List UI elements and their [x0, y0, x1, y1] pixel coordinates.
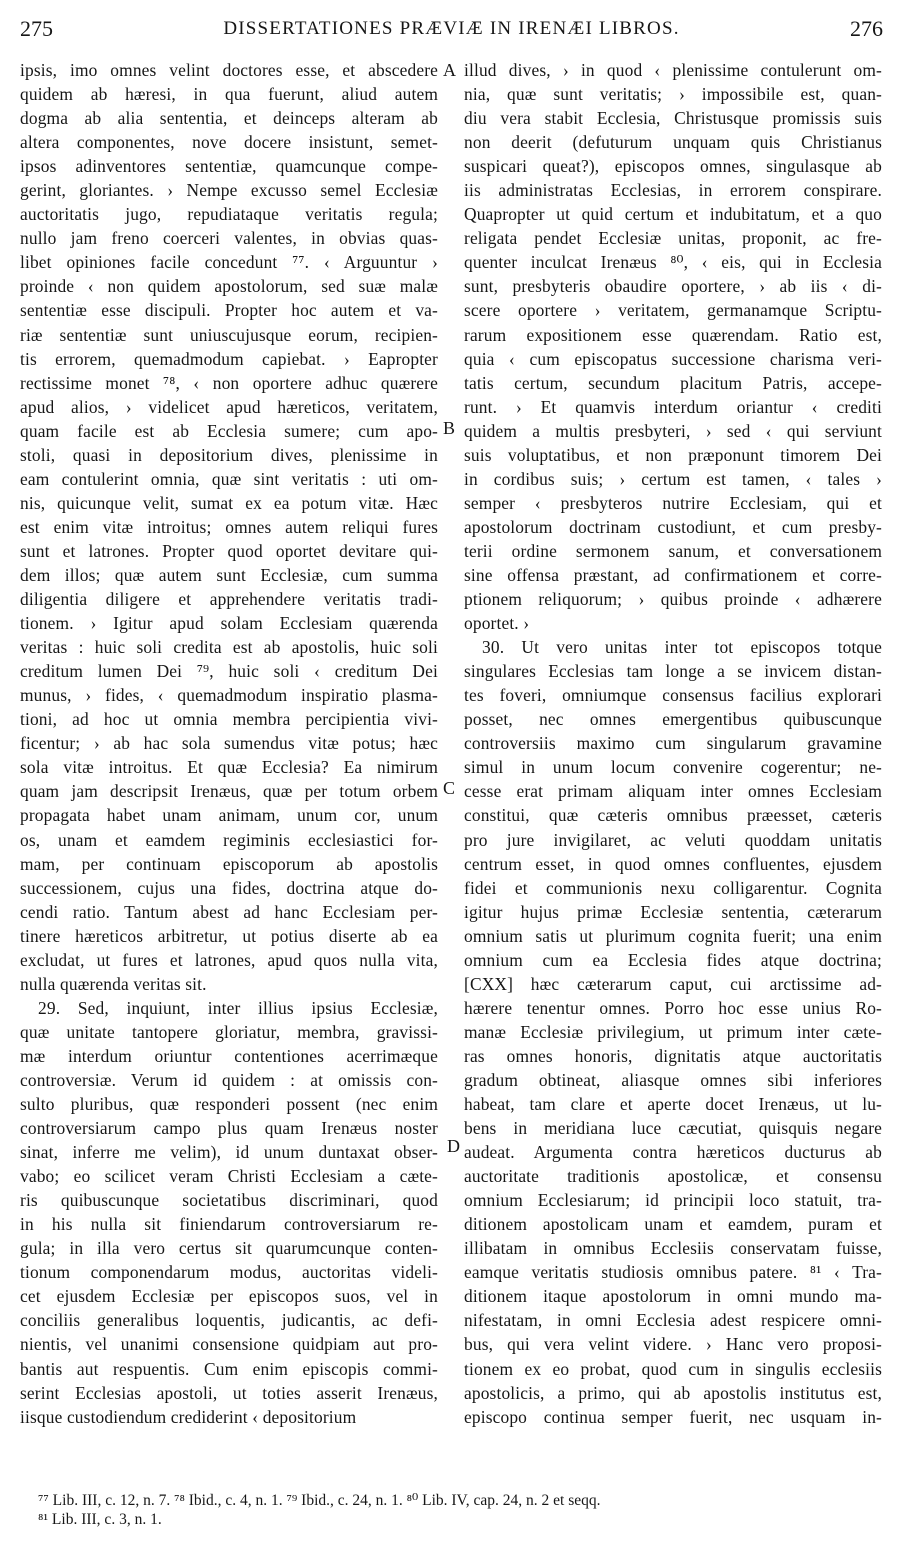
text-line: audeat. Argumenta contra hæreticos ducturus ab — [464, 1142, 882, 1163]
text-line: conciliis generalibus loquentis, judicantis, ac defi- — [20, 1310, 438, 1331]
text-line: suis voluptatibus, et non præponunt timorem Dei — [464, 444, 882, 465]
text-line: tioni, ad hoc ut omnia membra percipientia vivi- — [20, 709, 438, 730]
text-line: ditionem itaque apostolorum in omni mundo ma- — [464, 1286, 882, 1307]
text-line: ras omnes honoris, dignitatis atque auctoritatis — [464, 1045, 882, 1066]
text-line: nientis, vel unanimi consensione quidpiam aut pro- — [20, 1334, 438, 1355]
text-line: creditum lumen Dei ⁷⁹, huic soli ‹ creditum Dei — [20, 661, 438, 682]
text-line: omnium cum ea Ecclesia fides atque doctrina; — [464, 949, 882, 970]
text-line: controversiarum campo plus quam Irenæus noster — [20, 1118, 438, 1139]
text-line: nia, quæ sunt veritatis; › impossibile est, quan- — [464, 84, 882, 105]
text-line: sententiæ esse discipuli. Propter hoc autem et va- — [20, 300, 438, 321]
text-line: dogma ab alia sententia, et deinceps alteram ab — [20, 108, 438, 129]
text-line: hærere tenentur omnes. Porro hoc esse unius Ro- — [464, 997, 882, 1018]
text-line: est enim vitæ introitus; omnes autem reliqui fures — [20, 516, 438, 537]
text-line: iisque custodiendum crediderint ‹ depositorium — [20, 1406, 357, 1427]
text-line: successionem, cujus una fides, doctrina atque do- — [20, 877, 438, 898]
text-line: mæ interdum oriuntur contentiones acerrimæque — [20, 1045, 438, 1066]
text-line: nifestatam, in omni Ecclesia adest respicere omni- — [464, 1310, 882, 1331]
text-line: propagata habet unam animam, unum cor, unum — [20, 805, 438, 826]
text-line: auctoritate traditionis apostolicæ, et consensu — [464, 1166, 882, 1187]
text-line: veritas : huic soli credita est ab apostolis, huic soli — [20, 637, 438, 658]
text-line: bantis aut respuentis. Cum enim episcopis commi- — [20, 1358, 438, 1379]
running-title: DISSERTATIONES PRÆVIÆ IN IRENÆI LIBROS. — [223, 18, 680, 39]
text-line: ficentur; › ab hac sola sumendus vitæ potus; hæc — [20, 733, 438, 754]
text-line: dem illos; quæ autem sunt Ecclesiæ, cum summa — [20, 564, 438, 585]
text-line: controversiæ. Verum id quidem : at omissis con- — [20, 1069, 438, 1090]
text-line: ipsis, imo omnes velint doctores esse, et abscedere — [20, 60, 438, 80]
text-line: tatis certum, secundum placitum Patris, accepe- — [464, 372, 882, 393]
text-line: ptionem reliquorum; › quibus proinde ‹ adhærere — [464, 589, 882, 610]
text-line: tionum componendarum modus, auctoritas videli- — [20, 1262, 438, 1283]
text-line: posset, nec omnes emergentibus quibuscunque — [464, 709, 882, 730]
text-line: quam facile est ab Ecclesia sumere; cum apo- — [20, 420, 438, 441]
text-line: quenter inculcat Irenæus ⁸⁰, ‹ eis, qui in Ecclesia — [464, 252, 882, 273]
text-line: gula; in illa vero certus sit quarumcunque conten- — [20, 1238, 438, 1259]
margin-letter-c: C — [443, 778, 456, 798]
text-line: diligentia diligere et apprehendere veritatis tradi- — [20, 589, 438, 610]
text-line: diu vera stabit Ecclesia, Christusque promissis suis — [464, 108, 882, 129]
text-line: Quapropter ut quid certum et indubitatum, et a quo — [464, 204, 882, 225]
text-line: sinat, inferre me velim), id unum duntaxat obser- — [20, 1142, 438, 1163]
text-line: non deerit (defuturum unquam quis Christianus — [464, 132, 882, 153]
text-line: rectissime monet ⁷⁸, ‹ non oportere adhuc quærere — [20, 372, 438, 393]
page-number-right: 276 — [850, 16, 883, 41]
text-line: iis administratas Ecclesias, in errorem conspirare. — [464, 180, 882, 201]
text-line: in cordibus suis; › certum est tamen, ‹ tales › — [464, 468, 882, 489]
text-line: bus, qui vera velint videre. › Hanc vero proposi- — [464, 1334, 882, 1355]
text-line: quia ‹ cum episcopatus successione charisma veri- — [464, 348, 882, 369]
margin-letter-b: B — [443, 418, 456, 438]
text-line: manæ Ecclesiæ privilegium, ut primum inter cæte- — [464, 1021, 882, 1042]
text-line: quidem ab hæresi, in qua fuerunt, aliud autem — [20, 84, 438, 105]
text-line: apostolorum doctrinam custodiunt, et cum presby- — [464, 516, 882, 537]
text-line: munus, › fides, ‹ quemadmodum inspiratio plasma- — [20, 685, 438, 706]
text-line: in his nulla sit finiendarum controversiarum re- — [20, 1214, 438, 1235]
text-line: episcopo continua semper fuerit, nec usquam in- — [464, 1406, 882, 1427]
text-line: 29. Sed, inquiunt, inter illius ipsius Ecclesiæ, — [38, 997, 438, 1018]
text-line: simul in unum locum convenire cogerentur; ne- — [464, 757, 882, 778]
text-line: controversiis maximo cum singularum gravamine — [464, 733, 882, 754]
text-line: tionem. › Igitur apud solam Ecclesiam quærenda — [20, 613, 438, 634]
text-line: apostolicis, a primo, qui ab apostolis institutus est, — [464, 1382, 882, 1403]
text-line: cesse erat primam aliquam inter omnes Ecclesiam — [464, 781, 882, 802]
text-line: altera componentes, nove docere insistunt, semet- — [20, 132, 438, 153]
text-line: tionem ex eo probat, quod cum in singulis ecclesiis — [464, 1358, 882, 1379]
text-line: omnium satis ut plurimum cognita fuerit; una enim — [464, 925, 882, 946]
text-line: ditionem apostolicam unam et eamdem, puram et — [464, 1214, 882, 1235]
footnote-line: ⁷⁷ Lib. III, c. 12, n. 7. ⁷⁸ Ibid., c. 4, n. 1. ⁷⁹ Ibid., c. 24, n. 1. ⁸⁰ Lib. IV, cap. 24, n. 2 et seqq. — [38, 1492, 601, 1509]
text-line: religata pendet Ecclesiæ unitas, proponit, ac fre- — [464, 228, 882, 249]
text-line: tinere hæreticos arbitretur, ut potius diserte ab ea — [20, 925, 438, 946]
left-column — [20, 58, 438, 1429]
text-line: libet opiniones facile concedunt ⁷⁷. ‹ Arguuntur › — [20, 252, 438, 273]
text-line: quidem a multis presbyteri, › sed ‹ qui serviunt — [464, 420, 882, 441]
text-line: runt. › Et quamvis interdum oriantur ‹ crediti — [464, 396, 882, 417]
text-line: 30. Ut vero unitas inter tot episcopos totque — [482, 637, 882, 658]
text-line: excludat, ut fures et latrones, apud quos nulla vita, — [20, 949, 438, 970]
text-line: bens in meridiana luce cæcutiat, quisquis negare — [464, 1118, 882, 1139]
text-line: apud alios, › videlicet apud hæreticos, veritatem, — [20, 396, 438, 417]
running-header — [20, 14, 883, 46]
text-line: nulla quærenda veritas sit. — [20, 973, 207, 994]
text-line: serint Ecclesias apostoli, ut toties asserit Irenæus, — [20, 1382, 438, 1403]
text-line: igitur hujus primæ Ecclesiæ sententia, cæterarum — [464, 901, 882, 922]
text-line: tis errorem, quemadmodum capiebat. › Eapropter — [20, 348, 438, 369]
text-line: suspicari queat?), episcopos omnes, singulasque ab — [464, 156, 882, 177]
text-line: illibatam in omnibus Ecclesiis conservatam fuisse, — [464, 1238, 882, 1259]
text-line: singulares Ecclesias tam longe a se invicem distan- — [464, 661, 882, 682]
text-line: proinde ‹ non quidem apostolorum, sed suæ malæ — [20, 276, 438, 297]
text-line: ris quibuscunque societatibus discriminari, quod — [20, 1190, 438, 1211]
text-line: illud dives, › in quod ‹ plenissime contulerunt om- — [464, 60, 882, 80]
text-line: cendi ratio. Tantum abest ad hanc Ecclesiam per- — [20, 901, 438, 922]
margin-letter-d: D — [447, 1136, 460, 1156]
text-line: eamque veritatis studiosis omnibus patere. ⁸¹ ‹ Tra- — [464, 1262, 882, 1283]
text-line: gerint, gloriantes. › Nempe excusso semel Ecclesiæ — [20, 180, 438, 201]
text-line: constitui, quæ cæteris omnibus præesset, cæteris — [464, 805, 882, 826]
text-line: centrum esset, in quod omnes confluentes, ejusdem — [464, 853, 882, 874]
text-line: habeat, tam clare et aperte docet Irenæus, ut lu- — [464, 1094, 882, 1115]
text-line: [CXX] hæc cæterarum caput, cui arctissime ad- — [464, 973, 882, 994]
text-line: auctoritatis jugo, repudiataque veritatis regula; — [20, 204, 438, 225]
text-line: riæ sententiæ sunt uniuscujusque eorum, recipien- — [20, 324, 438, 345]
text-line: quæ unitate tantopere gloriatur, membra, gravissi- — [20, 1021, 438, 1042]
text-line: omnium Ecclesiarum; id principii loco statuit, tra- — [464, 1190, 882, 1211]
text-line: sine offensa præstant, ad confirmationem et corre- — [464, 564, 882, 585]
text-line: mam, per continuam episcoporum ab apostolis — [20, 853, 438, 874]
text-line: os, unam et eamdem regiminis ecclesiastici for- — [20, 829, 438, 850]
text-line: stoli, quasi in depositorium dives, plenissime in — [20, 444, 438, 465]
text-line: oportet. › — [464, 613, 530, 634]
text-line: sunt et latrones. Propter quod oportet devitare qui- — [20, 540, 438, 561]
margin-letter-a: A — [443, 60, 456, 80]
text-line: vabo; eo scilicet veram Christi Ecclesiam a cæte- — [20, 1166, 438, 1187]
text-line: quam jam descripsit Irenæus, quæ per totum orbem — [20, 781, 438, 802]
text-line: fidei et communionis nexu colligarentur. Cognita — [464, 877, 882, 898]
text-line: gradum obtineat, aliasque omnes sibi inferiores — [464, 1069, 882, 1090]
text-line: eam contulerint omnia, quæ sint veritatis : uti om- — [20, 468, 438, 489]
text-line: ipsos adinventores sententiæ, quamcunque compe- — [20, 156, 438, 177]
right-column — [464, 58, 882, 1429]
text-line: scere oportere › veritatem, germanamque Scriptu- — [464, 300, 882, 321]
text-line: rarum expositionem esse quærendam. Ratio est, — [464, 324, 882, 345]
footnote-line: ⁸¹ Lib. III, c. 3, n. 1. — [38, 1511, 162, 1528]
text-line: tes foveri, omniumque consensus facilius explorari — [464, 685, 882, 706]
page-number-left: 275 — [20, 16, 53, 41]
text-line: nis, quicunque velit, sumat ex ea potum vitæ. Hæc — [20, 492, 438, 513]
text-line: sunt, presbyteris obaudire oportere, › ab iis ‹ di- — [464, 276, 882, 297]
text-line: terii ordine sermonem sanum, et conversationem — [464, 540, 882, 561]
text-line: semper ‹ presbyteros nutrire Ecclesiam, qui et — [464, 492, 882, 513]
text-line: sola vitæ introitus. Et quæ Ecclesia? Ea nimirum — [20, 757, 438, 778]
text-line: cet ejusdem Ecclesiæ per episcopos suos, vel in — [20, 1286, 438, 1307]
text-line: nullo jam freno coerceri valentes, in obvias quas- — [20, 228, 438, 249]
text-line: sulto pluribus, quæ responderi possent (nec enim — [20, 1094, 438, 1115]
text-line: pro jure invigilaret, ac veluti quoddam unitatis — [464, 829, 882, 850]
